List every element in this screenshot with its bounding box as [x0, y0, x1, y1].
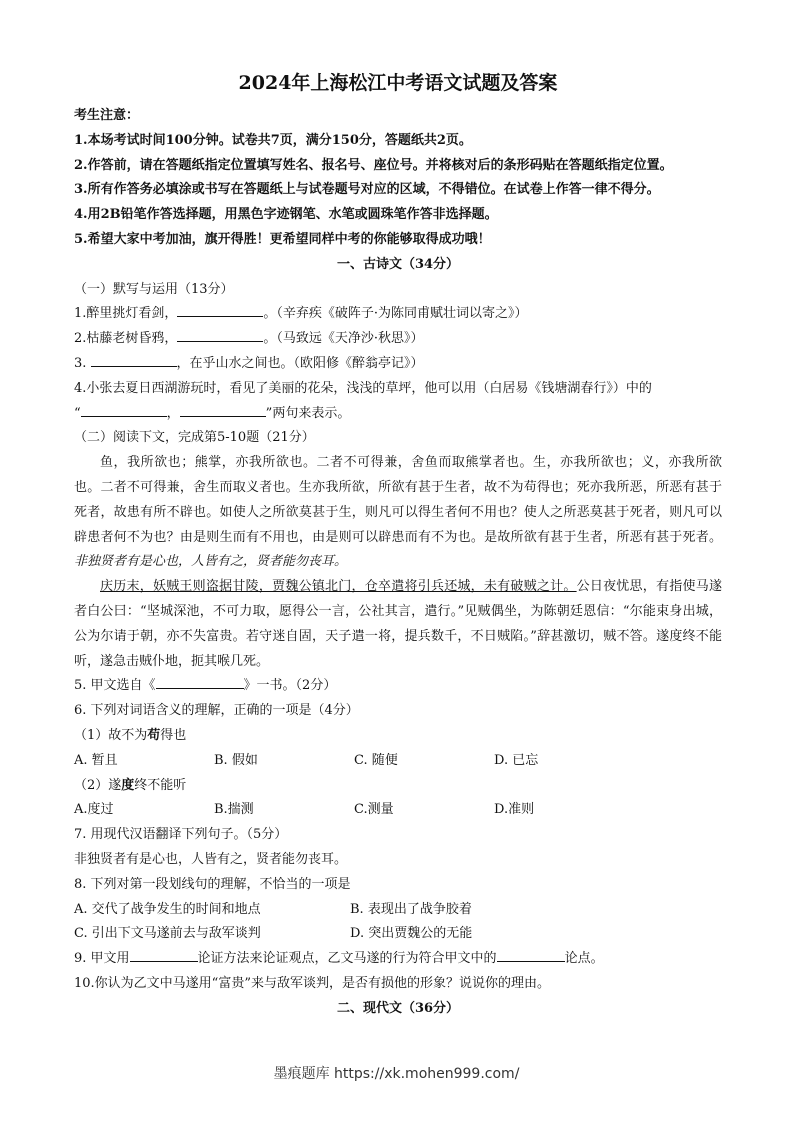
choice-option: A. 交代了战争发生的时间和地点: [74, 901, 261, 917]
section-heading: 二、现代文（36分）: [336, 1000, 460, 1016]
question-4: 4.小张去夏日西湖游玩时，看见了美丽的花朵，浅浅的草坪，他可以用（白居易《钱塘湖春行》）中的: [74, 380, 652, 396]
question-6: 6. 下列对词语含义的理解，正确的一项是（4分）: [74, 703, 359, 719]
underlined-sentence: 庆历末，妖贼王则盗据甘陵，贾魏公镇北门，仓卒遣将引兵还城，未有破贼之计。: [100, 579, 577, 595]
answer-blank: [177, 327, 263, 342]
section-heading: 一、古诗文（34分）: [336, 256, 460, 272]
question-7-sentence: 非独贤者有是心也，人皆有之，贤者能勿丧耳。: [74, 851, 348, 867]
passage-a: 鱼，我所欲也；熊掌，亦我所欲也。二者不可得兼，舍鱼而取熊掌者也。生，亦我所欲也；义，亦我所欲也。二者不可得兼，舍生而取义者也。生亦我所欲，所欲有甚于生者，故不为苟得也；死亦我所恶，所恶有甚于死者，故患有所不辟也。如使人之所欲莫甚于生，则凡可以得生者何不用也？使人之所恶莫甚于死者，则凡可以辟患者何不为也？由是则生而有不用也，由是则可以辟患而有不为也。是故所欲有甚于生者，所恶有甚于死者。非独贤者有是心也，人皆有之，贤者能勿丧耳。: [74, 455, 722, 570]
choice-row: [74, 898, 722, 923]
choice-option: C. 引出下文马遂前去与敌军谈判: [74, 926, 261, 942]
notice-item: 5.希望大家中考加油，旗开得胜！更希望同样中考的你能够取得成功哦！: [74, 231, 491, 247]
notice-item: 1.本场考试时间100分钟。试卷共7页，满分150分，答题纸共2页。: [74, 132, 472, 148]
passage-b: 庆历末，妖贼王则盗据甘陵，贾魏公镇北门，仓卒遣将引兵还城，未有破贼之计。公日夜忧思，有指使马遂者白公曰：“坚城深池，不可力取，愿得公一言，公社其言，遣行。”见贼偶坐，为陈朝廷恩信：“尔能束身出城，公为尔请于朝，亦不失富贵。若守迷自固，天子遣一将，提兵数千，不日贼陷。”辞甚激切，贼不答。遂度终不能听，遂急击贼仆地，扼其喉几死。: [74, 579, 722, 669]
part-heading: （二）阅读下文，完成第5-10题（21分）: [74, 430, 315, 446]
notice-item: 2.作答前，请在答题纸指定位置填写姓名、报名号、座位号。并将核对后的条形码贴在答题纸指定位置。: [74, 157, 673, 173]
question-3: 3. ，在乎山水之间也。（欧阳修《醉翁亭记》）: [74, 352, 722, 377]
question-9: 9. 甲文用 论证方法来论证观点，乙文马遂的行为符合甲文中的 论点。: [74, 947, 722, 972]
choice-option: C.测量: [354, 802, 394, 818]
part-heading: （一）默写与运用（13分）: [74, 281, 234, 297]
question-7: 7. 用现代汉语翻译下列句子。（5分）: [74, 827, 288, 843]
passage-a-italic: 非独贤者有是心也，人皆有之，贤者能勿丧耳。: [74, 554, 348, 570]
notice-heading: 考生注意：: [74, 108, 140, 123]
answer-blank: [497, 947, 565, 962]
question-1: 1.醉里挑灯看剑， 。（辛弃疾《破阵子·为陈同甫赋壮词以寄之》）: [74, 302, 722, 327]
answer-blank: [91, 352, 177, 367]
question-8: 8. 下列对第一段划线句的理解，不恰当的一项是: [74, 876, 351, 892]
exam-page: [74, 68, 722, 1021]
choice-row: [74, 798, 722, 823]
answer-blank: [130, 947, 198, 962]
page-title: 2024年上海松江中考语文试题及答案: [238, 72, 558, 94]
answer-blank: [81, 402, 167, 417]
question-10: 10.你认为乙文中马遂用“富贵”来与敌军谈判，是否有损他的形象？说说你的理由。: [74, 975, 550, 991]
answer-blank: [156, 674, 244, 689]
notice-item: 3.所有作答务必填涂或书写在答题纸上与试卷题号对应的区域，不得错位。在试卷上作答一律不得分。: [74, 182, 660, 198]
choice-option: A. 暂且: [74, 752, 118, 768]
choice-row: [74, 922, 722, 947]
question-6-sub1: （1）故不为苟得也: [74, 727, 187, 743]
answer-blank: [180, 402, 266, 417]
footer-watermark: 墨痕题库 https://xk.mohen999.com/: [273, 1066, 520, 1082]
choice-option: D.准则: [494, 802, 535, 818]
question-5: 5. 甲文选自《 》一书。（2分）: [74, 674, 722, 699]
notice-item: 4.用2B铅笔作答选择题，用黑色字迹钢笔、水笔或圆珠笔作答非选择题。: [74, 207, 498, 223]
choice-option: A.度过: [74, 802, 114, 818]
choice-option: B. 假如: [214, 752, 258, 768]
answer-blank: [177, 302, 263, 317]
question-2: 2.枯藤老树昏鸦， 。（马致远《天净沙·秋思》）: [74, 327, 722, 352]
choice-option: B.揣测: [214, 802, 254, 818]
choice-row: [74, 749, 722, 774]
choice-option: D. 已忘: [494, 752, 539, 768]
choice-option: C. 随便: [354, 752, 398, 768]
choice-option: B. 表现出了战争胶着: [350, 901, 472, 917]
choice-option: D. 突出贾魏公的无能: [350, 926, 473, 942]
question-4-blanks: “ ， ”两句来表示。: [74, 402, 722, 427]
question-6-sub2: （2）遂度终不能听: [74, 777, 187, 793]
